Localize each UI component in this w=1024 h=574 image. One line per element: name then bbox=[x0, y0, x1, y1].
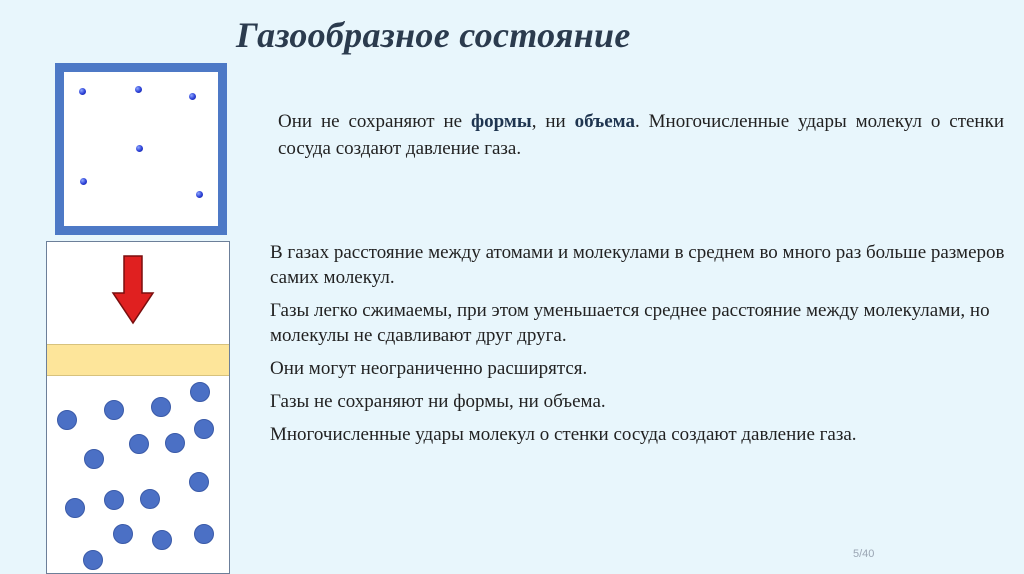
gas-molecule bbox=[140, 489, 160, 509]
facts-list bbox=[270, 240, 1010, 455]
bold-term-form: формы bbox=[470, 111, 532, 132]
fact-item: Многочисленные удары молекул о стенки сосуда создают давление газа. bbox=[270, 424, 857, 445]
gas-molecule bbox=[194, 524, 214, 544]
gas-molecule bbox=[190, 382, 210, 402]
gas-molecule bbox=[129, 434, 149, 454]
gas-molecule bbox=[136, 145, 143, 152]
gas-molecule bbox=[83, 550, 103, 570]
gas-molecule bbox=[165, 433, 185, 453]
intro-paragraph bbox=[278, 108, 1004, 162]
fact-item: Газы легко сжимаемы, при этом уменьшается среднее расстояние между молекулами, но молекулы не сдавливают друг друга. bbox=[270, 300, 990, 346]
page-number: 5/40 bbox=[853, 548, 875, 560]
fact-item: Они могут неограниченно расширятся. bbox=[270, 358, 588, 379]
arrow-down-icon bbox=[111, 255, 155, 325]
gas-molecule bbox=[79, 88, 86, 95]
gas-molecule bbox=[189, 93, 196, 100]
gas-molecule bbox=[196, 191, 203, 198]
gas-molecule bbox=[189, 472, 209, 492]
gas-molecule bbox=[57, 410, 77, 430]
gas-molecule bbox=[135, 86, 142, 93]
gas-molecule bbox=[152, 530, 172, 550]
gas-molecule bbox=[65, 498, 85, 518]
gas-molecule bbox=[151, 397, 171, 417]
gas-vessel-diagram bbox=[55, 63, 227, 235]
bold-term-volume: объема bbox=[574, 111, 635, 132]
gas-molecule bbox=[80, 178, 87, 185]
piston bbox=[47, 344, 229, 376]
slide-title: Газообразное состояние bbox=[236, 15, 631, 55]
gas-molecule bbox=[84, 449, 104, 469]
gas-molecule bbox=[194, 419, 214, 439]
fact-item: Газы не сохраняют ни формы, ни объема. bbox=[270, 391, 606, 412]
fact-item: В газах расстояние между атомами и молекулами в среднем во много раз больше размеров самих молекул. bbox=[270, 242, 1005, 288]
intro-text: , ни bbox=[531, 111, 575, 132]
intro-text: Они не сохраняют не bbox=[278, 111, 471, 132]
gas-molecule bbox=[104, 490, 124, 510]
intro-text: . Многочисленные удары молекул о стенки сосуда создают давление газа. bbox=[278, 111, 1004, 159]
gas-molecule bbox=[104, 400, 124, 420]
gas-molecule bbox=[113, 524, 133, 544]
